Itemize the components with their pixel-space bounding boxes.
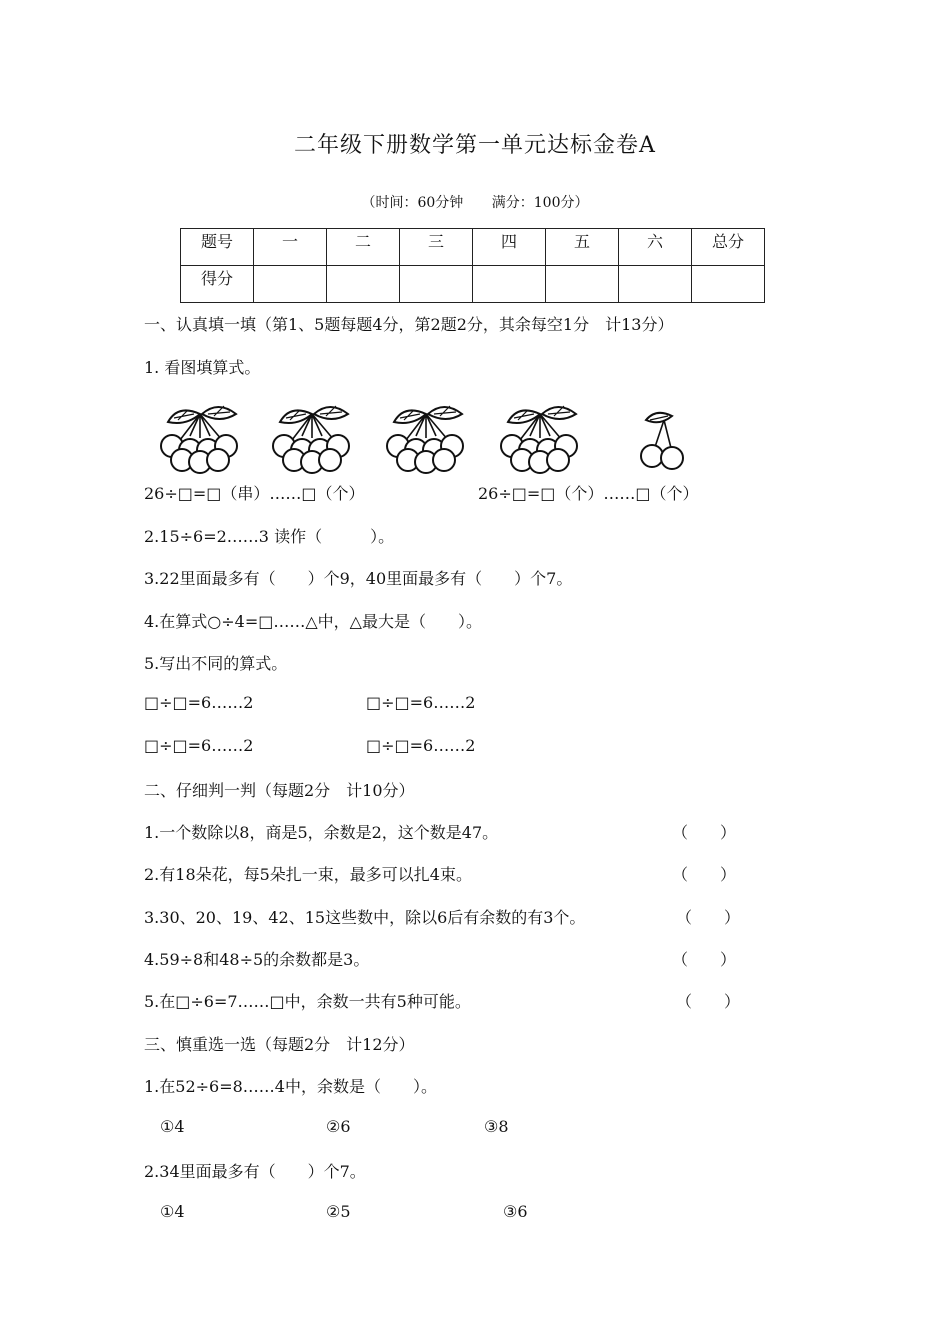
score-cell[interactable] — [254, 266, 327, 303]
score-cell[interactable] — [546, 266, 619, 303]
judge-answer-paren[interactable]: （ ） — [676, 908, 741, 927]
choice-option[interactable]: ①4 — [160, 1202, 185, 1221]
section1-q1: 1. 看图填算式。 — [144, 358, 261, 377]
cherry-bunch — [161, 406, 237, 473]
choice-option[interactable]: ①4 — [160, 1117, 185, 1136]
judge-item-1: 1.一个数除以8，商是5，余数是2，这个数是47。 — [144, 823, 499, 842]
judge-item-2: 2.有18朵花，每5朵扎一束，最多可以扎4束。 — [144, 865, 472, 884]
score-table-header-row — [181, 229, 765, 266]
score-header-cell: 一 — [254, 229, 327, 266]
score-table — [180, 228, 765, 303]
section1-q5-item: □÷□=6……2 — [144, 736, 254, 755]
score-table-score-row — [181, 266, 765, 303]
judge-item-5: 5.在□÷6=7……□中，余数一共有5种可能。 — [144, 992, 471, 1011]
exam-title: 二年级下册数学第一单元达标金卷A — [294, 133, 656, 158]
score-cell[interactable] — [327, 266, 400, 303]
cherry-bunch — [501, 406, 577, 473]
score-header-cell: 二 — [327, 229, 400, 266]
score-header-cell: 题号 — [181, 229, 254, 266]
choice-option[interactable]: ②6 — [326, 1117, 351, 1136]
section1-q2: 2.15÷6=2……3 读作（ ）。 — [144, 527, 395, 546]
score-header-cell: 三 — [400, 229, 473, 266]
section2-heading: 二、仔细判一判（每题2分 计10分） — [144, 781, 415, 800]
exam-meta — [0, 192, 950, 212]
choice-option[interactable]: ②5 — [326, 1202, 351, 1221]
cherry-illustration — [150, 400, 710, 476]
section1-q4: 4.在算式○÷4=□……△中，△最大是（ ）。 — [144, 612, 482, 631]
judge-answer-paren[interactable]: （ ） — [676, 992, 741, 1011]
score-header-cell: 总分 — [692, 229, 765, 266]
cherry-bunch — [387, 406, 463, 473]
full-score: 满分：100分） — [491, 195, 589, 211]
section3-heading: 三、慎重选一选（每题2分 计12分） — [144, 1035, 415, 1054]
judge-answer-paren[interactable]: （ ） — [672, 950, 737, 969]
score-header-cell: 六 — [619, 229, 692, 266]
choice-option[interactable]: ③8 — [484, 1117, 509, 1136]
section1-q5-item: □÷□=6……2 — [366, 693, 476, 712]
score-cell[interactable] — [400, 266, 473, 303]
score-cell[interactable] — [619, 266, 692, 303]
time-limit: （时间：60分钟 — [361, 195, 464, 211]
section1-q1-formula-right: 26÷□=□（个）……□（个） — [478, 484, 699, 503]
score-header-cell: 四 — [473, 229, 546, 266]
judge-item-4: 4.59÷8和48÷5的余数都是3。 — [144, 950, 370, 969]
judge-answer-paren[interactable]: （ ） — [672, 823, 737, 842]
section1-q3: 3.22里面最多有（ ）个9，40里面最多有（ ）个7。 — [144, 569, 573, 588]
section1-q5-item: □÷□=6……2 — [366, 736, 476, 755]
score-header-cell: 五 — [546, 229, 619, 266]
choice-question-2: 2.34里面最多有（ ）个7。 — [144, 1162, 366, 1181]
choice-option[interactable]: ③6 — [503, 1202, 528, 1221]
score-cell[interactable] — [692, 266, 765, 303]
score-row-label: 得分 — [181, 266, 254, 303]
score-cell[interactable] — [473, 266, 546, 303]
choice-question-1: 1.在52÷6=8……4中，余数是（ ）。 — [144, 1077, 437, 1096]
section1-q1-formula-left: 26÷□=□（串）……□（个） — [144, 484, 365, 503]
section1-q5-item: □÷□=6……2 — [144, 693, 254, 712]
judge-answer-paren[interactable]: （ ） — [672, 865, 737, 884]
judge-item-3: 3.30、20、19、42、15这些数中，除以6后有余数的有3个。 — [144, 908, 586, 927]
section1-q5: 5.写出不同的算式。 — [144, 654, 288, 673]
cherry-bunch — [273, 406, 349, 473]
cherry-pair — [641, 413, 683, 469]
section1-heading: 一、认真填一填（第1、5题每题4分，第2题2分，其余每空1分 计13分） — [144, 315, 674, 334]
